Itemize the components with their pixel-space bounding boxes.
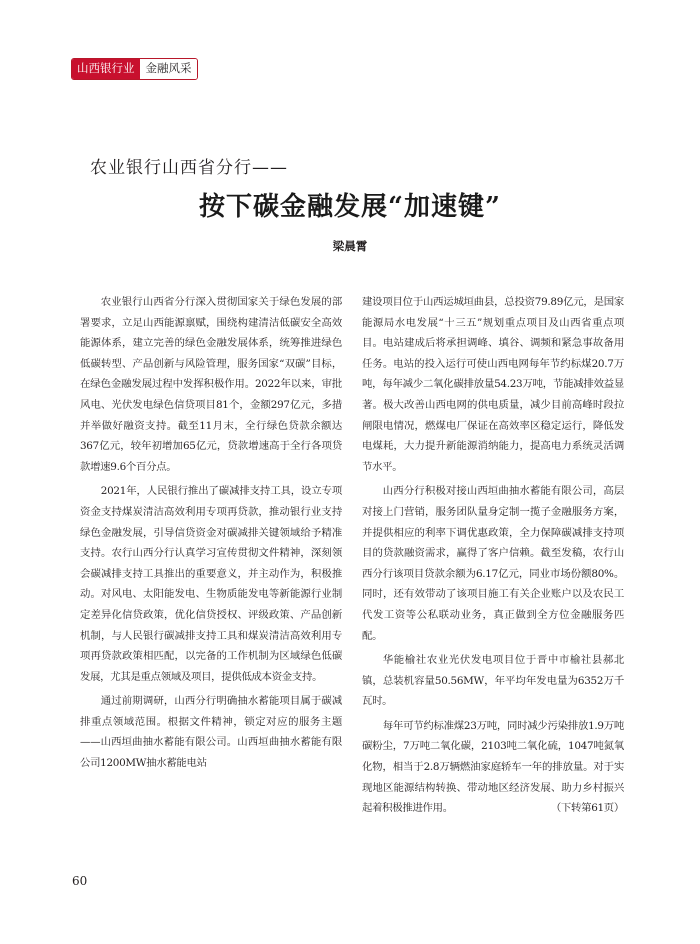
continued-note: （下转第61页）: [550, 802, 624, 815]
body-column-left: [80, 292, 342, 774]
body-column-right: [362, 292, 624, 819]
paragraph: 通过前期调研，山西分行明确抽水蓄能项目属于碳减排重点领域范围。根据文件精神，锁定对应的服务主题——山西垣曲抽水蓄能有限公司。山西垣曲抽水蓄能有限公司1200MW抽水蓄能电站: [80, 695, 342, 770]
paragraph-text: 每年可节约标准煤23万吨，同时减少污染排放1.9万吨碳粉尘，7万吨二氧化碳，2103吨二氧化硫，1047吨氮氧化物，相当于2.8万辆燃油家庭轿车一年的排放量。对于实现地区能源结构转换、带动地区经济发展、助力乡村振兴起着积极推进作用。: [362, 719, 624, 815]
column-label: 金融风采: [141, 59, 197, 79]
paragraph: 山西分行积极对接山西垣曲抽水蓄能有限公司，高层对接上门营销，服务团队量身定制一揽子金融服务方案，并提供相应的利率下调优惠政策，全力保障碳减排支持项目的贷款融资需求，赢得了客户信赖。截至发稿，农行山西分行该项目贷款余额为6.17亿元，同业市场份额80%。同时，还有效带动了该项目施工有关企业账户以及农民工代发工资等公私联动业务，真正做到全方位金融服务匹配。: [362, 485, 624, 642]
paragraph: 农业银行山西省分行深入贯彻国家关于绿色发展的部署要求，立足山西能源禀赋，围绕构建清洁低碳安全高效能源体系，建立完善的绿色金融发展体系，统筹推进绿色低碳转型、产品创新与风险管理，服务国家“双碳”目标，在绿色金融发展过程中发挥积极作用。2022年以来，审批风电、光伏发电绿色信贷项目81个，金额297亿元，多措并举做好融资支持。截至11月末，全行绿色贷款余额达367亿元，较年初增加65亿元，贷款增速高于全行各项贷款增速9.6个百分点。: [80, 296, 342, 473]
paragraph-continued: 建设项目位于山西运城垣曲县，总投资79.89亿元，是国家能源局水电发展“十三五”规划重点项目及山西省重点项目。电站建成后将承担调峰、填谷、调频和紧急事故备用任务。电站的投入运行可使山西电网每年节约标煤20.7万吨，每年减少二氧化碳排放量54.23万吨，节能减排效益显著。极大改善山西电网的供电质量，减少目前高峰时段拉闸限电情况，燃煤电厂保证在高效率区稳定运行，降低发电煤耗，大力提升新能源消纳能力，提高电力系统灵活调节水平。: [362, 296, 624, 473]
article-title: 按下碳金融发展“加速键”: [199, 192, 501, 222]
paragraph: 华能榆社农业光伏发电项目位于晋中市榆社县郝北镇，总装机容量50.56MW，年平均年发电量为6352万千瓦时。: [362, 654, 624, 708]
paragraph: 2021年，人民银行推出了碳减排支持工具，设立专项资金支持煤炭清洁高效利用专项再贷款，推动银行业支持绿色金融发展，引导信贷资金对碳减排关键领域给予精准支持。农行山西分行认真学习宣传贯彻文件精神，深刻领会碳减排支持工具推出的重要意义，并主动作为，积极推动。对风电、太阳能发电、生物质能发电等新能源行业制定差异化信贷政策，优化信贷授权、评级政策、产品创新机制，与人民银行碳减排支持工具和煤炭清洁高效利用专项再贷款政策相匹配，以完备的工作机制为区域绿色低碳发展，尤其是重点领域及项目，提供低成本资金支持。: [80, 485, 342, 683]
paragraph: [362, 716, 624, 819]
article-author: 梁晨霄: [332, 239, 368, 253]
section-label: 山西银行业: [72, 59, 140, 79]
article-subtitle: 农业银行山西省分行——: [90, 158, 288, 178]
page-number: 60: [72, 874, 88, 888]
section-header-tab: [71, 58, 198, 80]
